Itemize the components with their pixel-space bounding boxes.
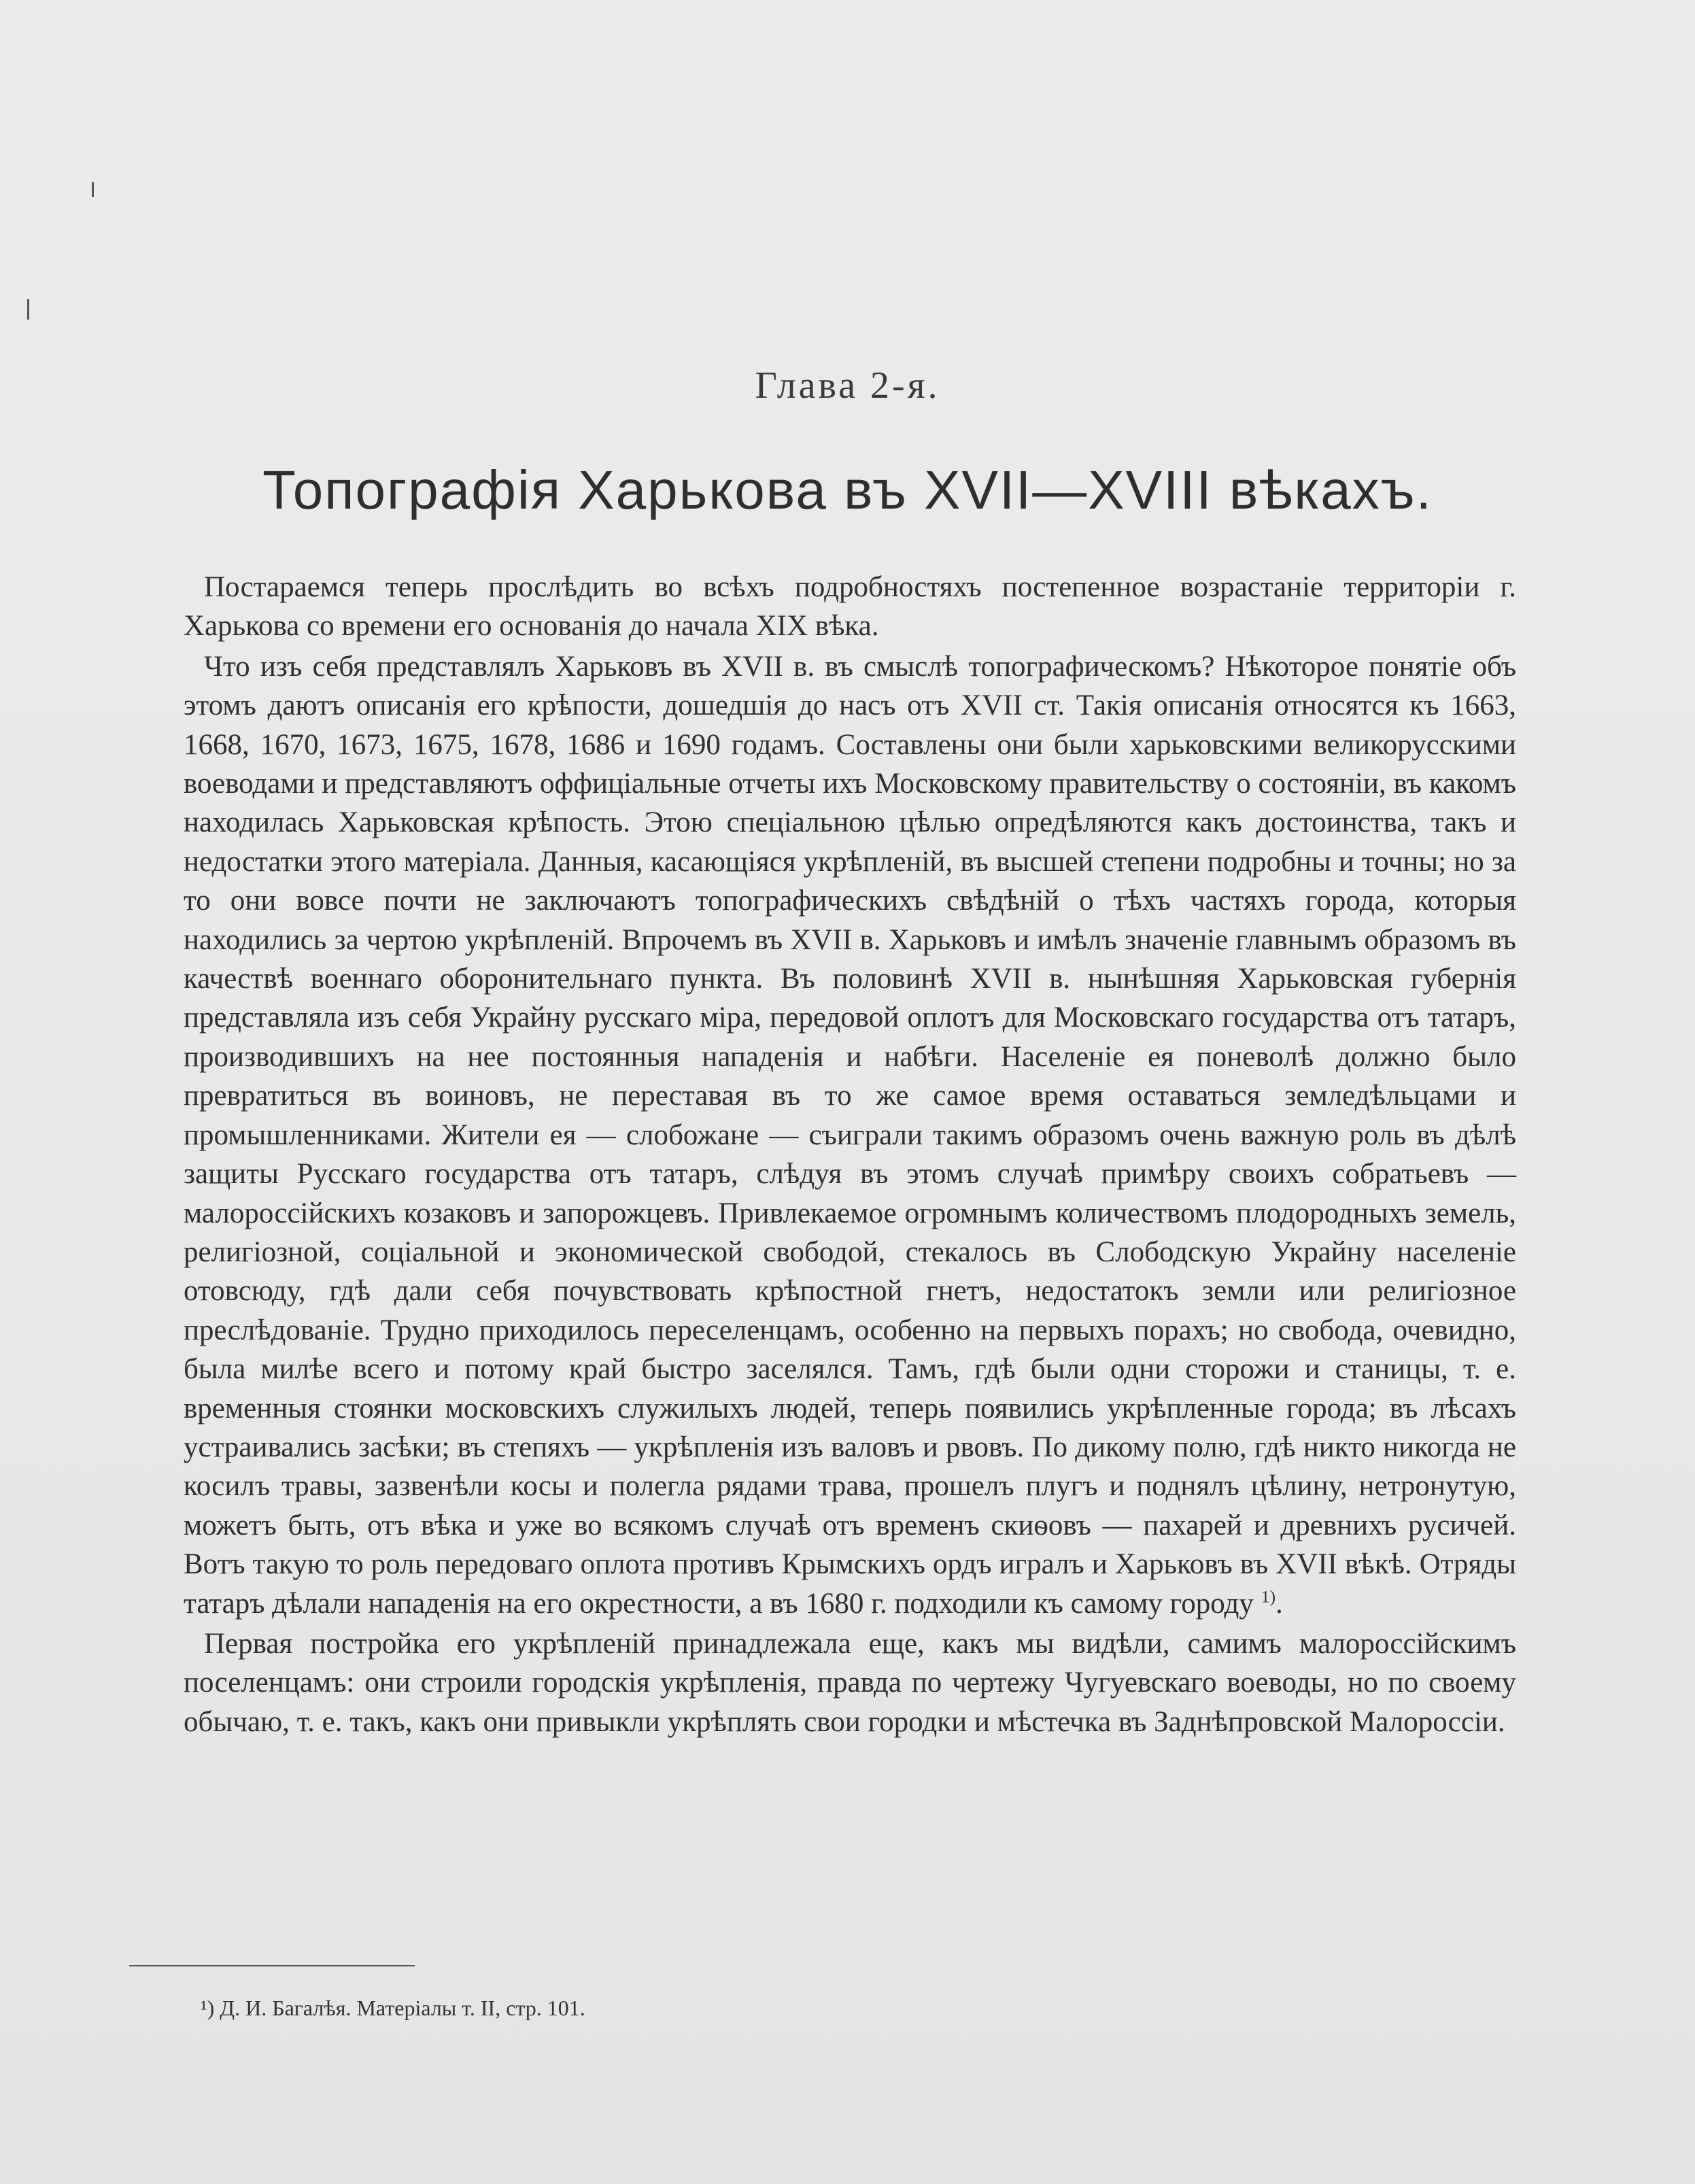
footnote: ¹) Д. И. Багалѣя. Матеріалы т. II, стр. 101. — [201, 1996, 585, 2020]
paragraph-3: Первая постройка его укрѣпленій принадлежала еще, какъ мы видѣли, самимъ малороссійскимъ поселенцамъ: они строили городскія укрѣпленія, правда по чертежу Чугуевскаго воеводы, но по своему обычаю, т. е. такъ, какъ они привыкли укрѣплять свои городки и мѣстечка въ Заднѣпровской Малороссіи. — [184, 1627, 1516, 1738]
paragraph-2-text: Что изъ себя представлялъ Харьковъ въ XVII в. въ смыслѣ топографическомъ? Нѣкоторое понятіе объ этомъ даютъ описанія его крѣпости, дошедшія до насъ отъ XVII ст. Такія описанія относятся къ 1663, 1668, 1670, 1673, 1675, 1678, 1686 и 1690 годамъ. Составлены они были харьковскими великорусскими воеводами и представляютъ оффиціальные отчеты ихъ Московскому правительству о состояніи, въ какомъ находилась Харьковская крѣпость. Этою спеціальною цѣлью опредѣляются какъ достоинства, такъ и недостатки этого матеріала. Данныя, касающіяся укрѣпленій, въ высшей степени подробны и точны; но за то они вовсе почти не заключаютъ топографическихъ свѣдѣній о тѣхъ частяхъ города, которыя находились за чертою укрѣпленій. Впрочемъ въ XVII в. Харьковъ и имѣлъ значеніе главнымъ образомъ въ качествѣ военнаго оборонительнаго пункта. Въ половинѣ XVII в. нынѣшняя Харьковская губернія представляла изъ себя Украйну русскаго міра, передовой оплотъ для Московскаго государства отъ татаръ, производившихъ на нее постоянныя нападенія и набѣги. Населеніе ея поневолѣ должно было превратиться въ воиновъ, не переставая въ то же самое время оставаться земледѣльцами и промышленниками. Жители ея — слобожане — съиграли такимъ образомъ очень важную роль въ дѣлѣ защиты Русскаго государства отъ татаръ, слѣдуя въ этомъ случаѣ примѣру своихъ собратьевъ — малороссійскихъ козаковъ и запорожцевъ. Привлекаемое огромнымъ количествомъ плодородныхъ земель, религіозной, соціальной и экономической свободой, стекалось въ Слободскую Украйну населеніе отовсюду, гдѣ дали себя почувствовать крѣпостной гнетъ, недостатокъ земли или религіозное преслѣдованіе. Трудно приходилось переселенцамъ, особенно на первыхъ порахъ; но свобода, очевидно, была милѣе всего и потому край быстро заселялся. Тамъ, гдѣ были одни сторожи и станицы, т. е. временныя стоянки московскихъ служилыхъ людей, теперь появились укрѣпленные города; въ лѣсахъ устраивались засѣки; въ степяхъ — укрѣпленія изъ валовъ и рвовъ. По дикому полю, гдѣ никто никогда не косилъ травы, зазвенѣли косы и полегла рядами трава, прошелъ плугъ и поднялъ цѣлину, нетронутую, можетъ быть, отъ вѣка и уже во всякомъ случаѣ отъ временъ скиѳовъ — пахарей и древнихъ русичей. Вотъ такую то роль передоваго оплота противъ Крымскихъ ордъ игралъ и Харьковъ въ XVII вѣкѣ. Отряды татаръ дѣлали нападенія на его окрестности, а въ 1680 г. подходили къ самому городу — [184, 650, 1516, 1620]
chapter-heading: Глава 2-я. — [755, 364, 940, 407]
body-text — [184, 568, 1516, 1741]
footnote-reference: 1) — [1261, 1586, 1276, 1607]
paragraph-2: Что изъ себя представлялъ Харьковъ въ XVII в. въ смыслѣ топографическомъ? Нѣкоторое понятіе объ этомъ даютъ описанія его крѣпости, дошедшія до насъ отъ XVII ст. Такія описанія относятся къ 1663, 1668, 1670, 1673, 1675, 1678, 1686 и 1690 годамъ. Составлены они были харьковскими великорусскими воеводами и представляютъ оффиціальные отчеты ихъ Московскому правительству о состояніи, въ какомъ находилась Харьковская крѣпость. Этою спеціальною цѣлью опредѣляются какъ достоинства, такъ и недостатки этого матеріала. Данныя, касающіяся укрѣпленій, въ высшей степени подробны и точны; но за то они вовсе почти не заключаютъ топографическихъ свѣдѣній о тѣхъ частяхъ города, которыя находились за чертою укрѣпленій. Впрочемъ въ XVII в. Харьковъ и имѣлъ значеніе главнымъ образомъ въ качествѣ военнаго оборонительнаго пункта. Въ половинѣ XVII в. нынѣшняя Харьковская губернія представляла изъ себя Украйну русскаго міра, передовой оплотъ для Московскаго государства отъ татаръ, производившихъ на нее постоянныя нападенія и набѣги. Населеніе ея поневолѣ должно было превратиться въ воиновъ, не переставая въ то же самое время оставаться земледѣльцами и промышленниками. Жители ея — слобожане — съиграли такимъ образомъ очень важную роль въ дѣлѣ защиты Русскаго государства отъ татаръ, слѣдуя въ этомъ случаѣ примѣру своихъ собратьевъ — малороссійскихъ козаковъ и запорожцевъ. Привлекаемое огромнымъ количествомъ плодородныхъ земель, религіозной, соціальной и экономической свободой, стекалось въ Слободскую Украйну населеніе отовсюду, гдѣ дали себя почувствовать крѣпостной гнетъ, недостатокъ земли или религіозное преслѣдованіе. Трудно приходилось переселенцамъ, особенно на первыхъ порахъ; но свобода, очевидно, была милѣе всего и потому край быстро заселялся. Тамъ, гдѣ были одни сторожи и станицы, т. е. временныя стоянки московскихъ служилыхъ людей, теперь появились укрѣпленные города; въ лѣсахъ устраивались засѣки; въ степяхъ — укрѣпленія изъ валовъ и рвовъ. По дикому полю, гдѣ никто никогда не косилъ травы, зазвенѣли косы и полегла рядами трава, прошелъ плугъ и поднялъ цѣлину, нетронутую, можетъ быть, отъ вѣка и уже во всякомъ случаѣ отъ временъ скиѳовъ — пахарей и древнихъ русичей. Вотъ такую то роль передоваго оплота противъ Крымскихъ ордъ игралъ и Харьковъ въ XVII вѣкѣ. Отряды татаръ дѣлали нападенія на его окрестности, а въ 1680 г. подходили къ самому городу $^{1)}$. — [184, 650, 1516, 1620]
margin-mark — [92, 182, 94, 197]
margin-mark — [27, 299, 29, 320]
page-title: Топографія Харькова въ XVII—XVIII вѣкахъ. — [262, 460, 1433, 520]
paragraph-1: Постараемся теперь прослѣдить во всѣхъ подробностяхъ постепенное возрастаніе территоріи г. Харькова со времени его основанія до начала XIX вѣка. — [184, 571, 1516, 643]
footnote-divider — [129, 1965, 415, 1966]
